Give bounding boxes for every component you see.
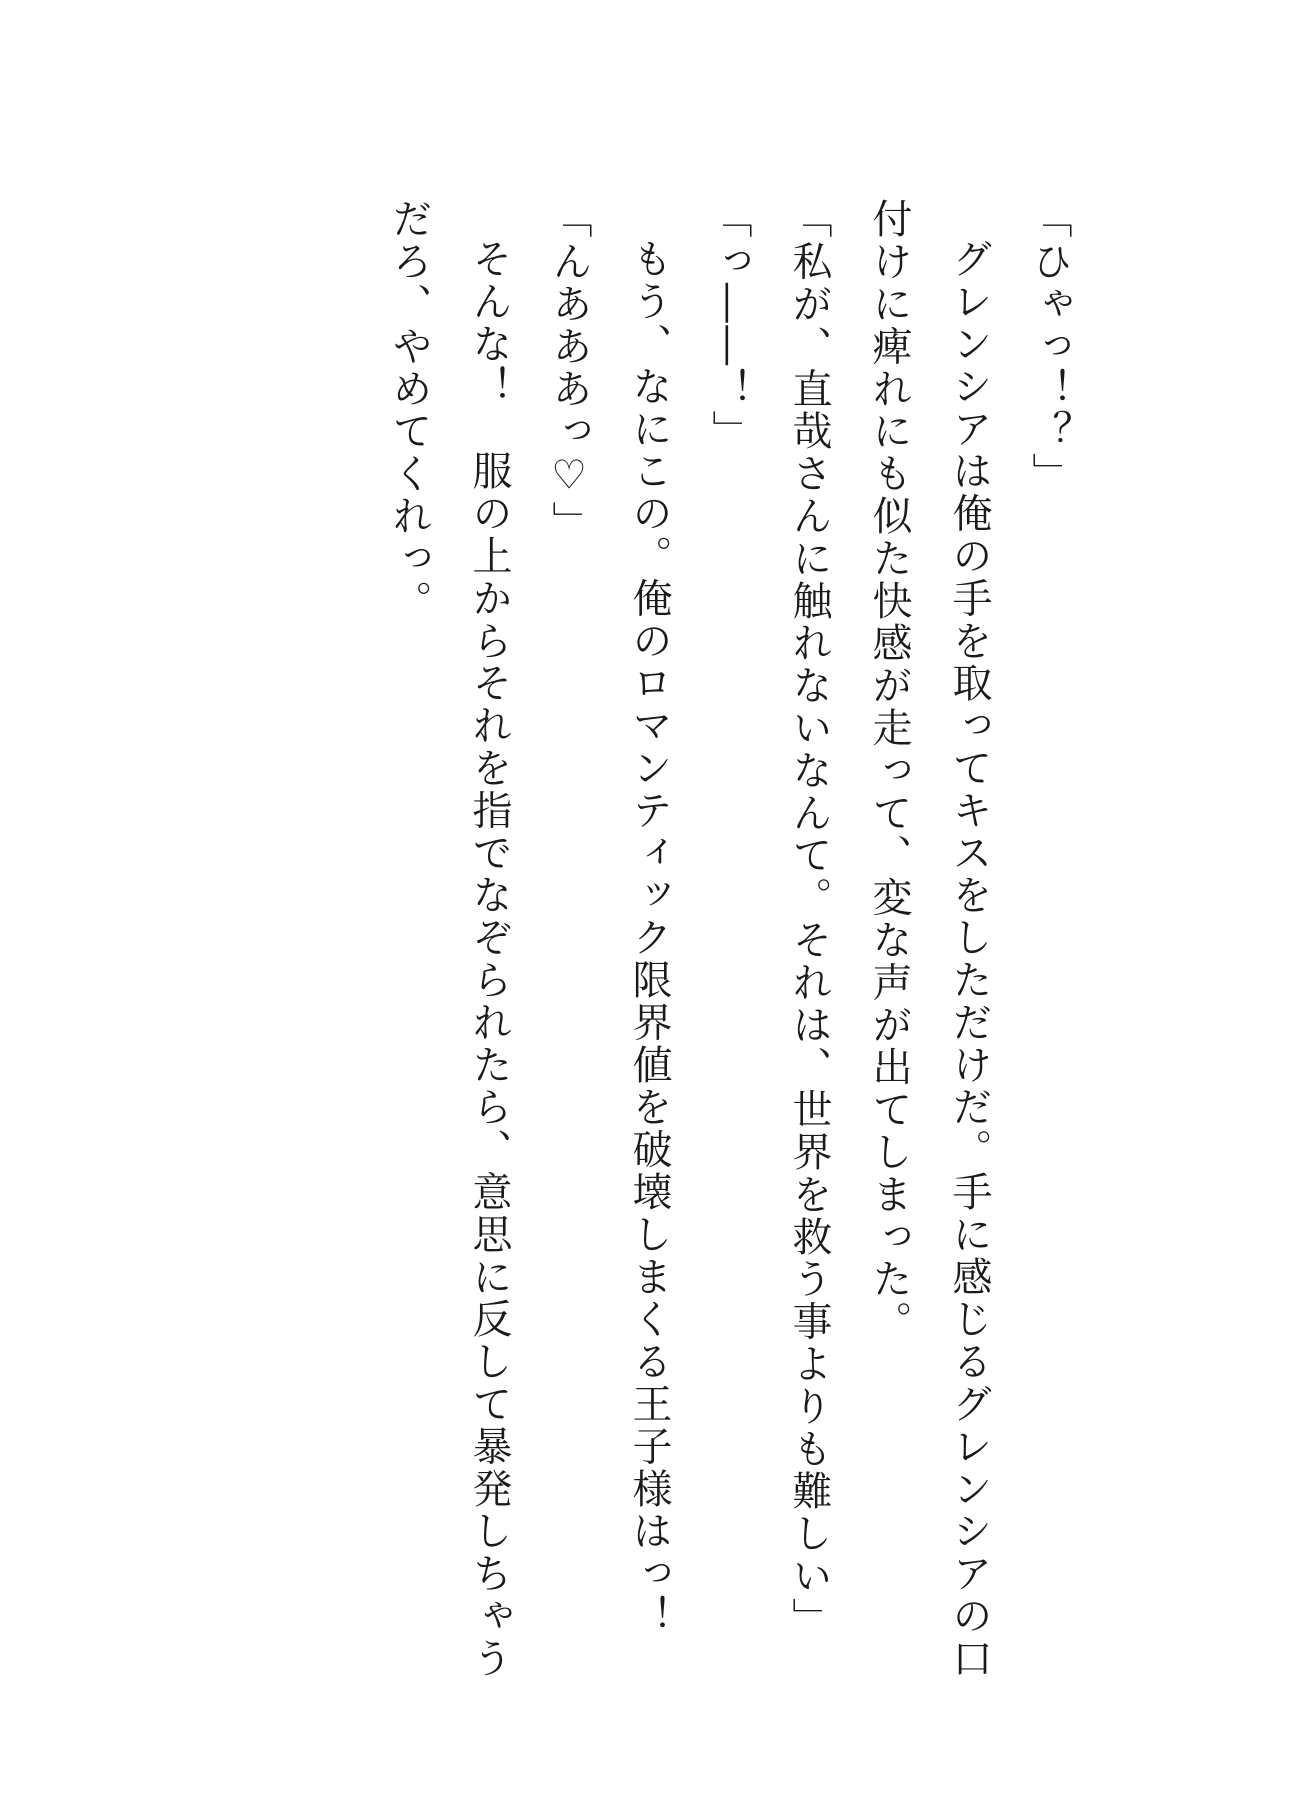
narrative-line-1: グレンシアは俺の手を取ってキスをしただけだ。手に感じるグレンシアの口付けに痺れにも似た快感が走って、変な声が出てしまった。 [866, 198, 992, 1680]
dialogue-line-3: 「っ――！」 [706, 198, 752, 453]
dialogue-line-2: 「私が、直哉さんに触れないなんて。それは、世界を救う事よりも難しい」 [786, 198, 832, 1640]
dialogue-line-4: 「んあああっ♡」 [546, 198, 592, 544]
vertical-text-block [189, 198, 1089, 1698]
narrative-line-3: そんな！ 服の上からそれを指でなぞられたら、意思に反して暴発しちゃうだろ、やめてくれっ。 [386, 198, 512, 1680]
narrative-line-2: もう、なにこの。俺のロマンティック限界値を破壊しまくる王子様はっ！ [626, 238, 672, 1638]
dialogue-line-1: 「ひゃっ！？」 [1026, 198, 1072, 495]
